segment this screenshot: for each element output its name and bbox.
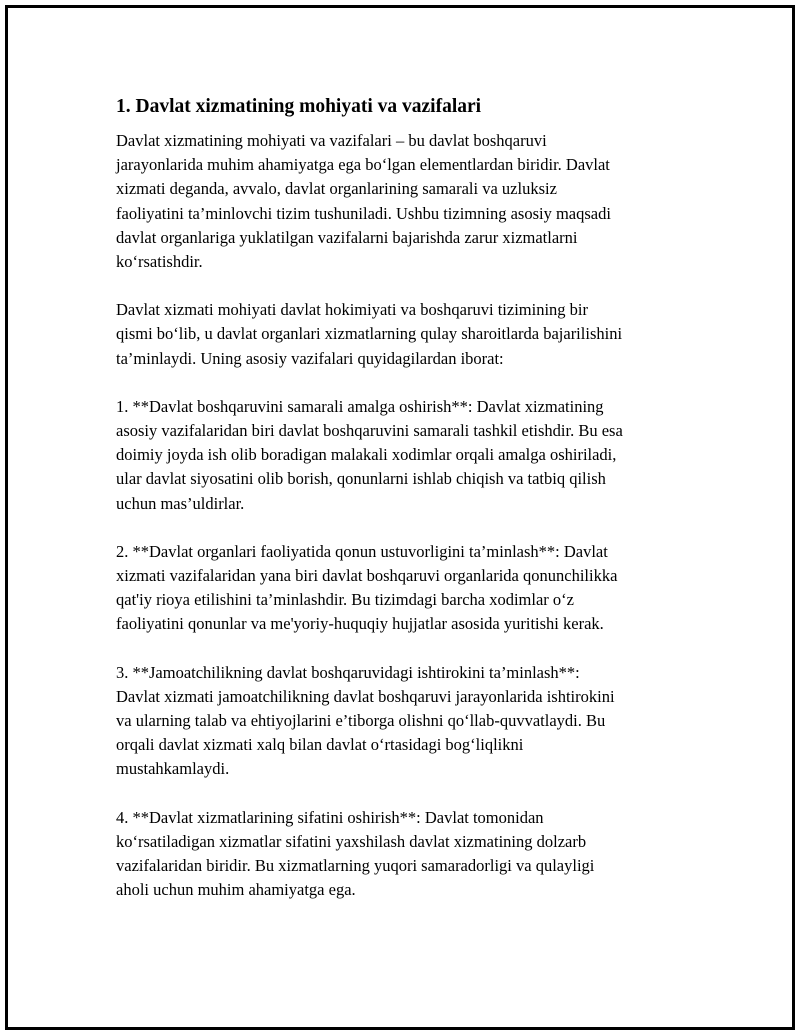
paragraph-task-4: 4. **Davlat xizmatlarining sifatini oshirish**: Davlat tomonidan ko‘rsatiladigan xizmatlar sifatini yaxshilash davlat xizmatining dolzarb vazifalaridan biridir. Bu xizmatlarning yuqori samaradorligi va qulayligi aholi uchun muhim ahamiyatga ega. [116, 807, 595, 900]
paragraph-task-1: 1. **Davlat boshqaruvini samarali amalga oshirish**: Davlat xizmatining asosiy vazifalaridan biri davlat boshqaruvini samarali tashkil etishdir. Bu esa doimiy joyda ish olib boradigan malakali xodimlar orqali amalga oshiriladi, ular davlat siyosatini olib borish, qonunlarni ishlab chiqish va tatbiq qilish uchun mas’uldirlar. [116, 396, 623, 513]
paragraph-task-3: 3. **Jamoatchilikning davlat boshqaruvidagi ishtirokini ta’minlash**: Davlat xizmati jamoatchilikning davlat boshqaruvi jarayonlarida ishtirokini va ularning talab va ehtiyojlarini e’tiborga olishni qo‘llab-quvvatlaydi. Bu orqali davlat xizmati xalq bilan davlat o‘rtasidagi bog‘liqlikni mustahkamlaydi. [116, 662, 615, 779]
paragraph-essence: Davlat xizmati mohiyati davlat hokimiyati va boshqaruvi tizimining bir qismi bo‘lib, u davlat organlari xizmatlarning qulay sharoitlarda bajarilishini ta’minlaydi. Uning asosiy vazifalari quyidagilardan iborat: [116, 300, 623, 368]
document-body [116, 94, 696, 926]
paragraph-intro: Davlat xizmatining mohiyati va vazifalari – bu davlat boshqaruvi jarayonlarida muhim ahamiyatga ega bo‘lgan elementlardan biridir. Davlat xizmati deganda, avvalo, davlat organlarining samarali va uzluksiz faoliyatini ta’minlovchi tizim tushuniladi. Ushbu tizimning asosiy maqsadi davlat organlariga yuklatilgan vazifalarni bajarishda zarur xizmatlarni ko‘rsatishdir. [116, 131, 611, 272]
section-heading: 1. Davlat xizmatining mohiyati va vazifalari [116, 96, 482, 117]
paragraph-task-2: 2. **Davlat organlari faoliyatida qonun ustuvorligini ta’minlash**: Davlat xizmati vazifalaridan yana biri davlat boshqaruvi organlarida qonunchilikka qat'iy rioya etilishini ta’minlashdir. Bu tizimdagi barcha xodimlar o‘z faoliyatini qonunlar va me'yoriy-huquqiy hujjatlar asosida yuritishi kerak. [116, 541, 618, 634]
